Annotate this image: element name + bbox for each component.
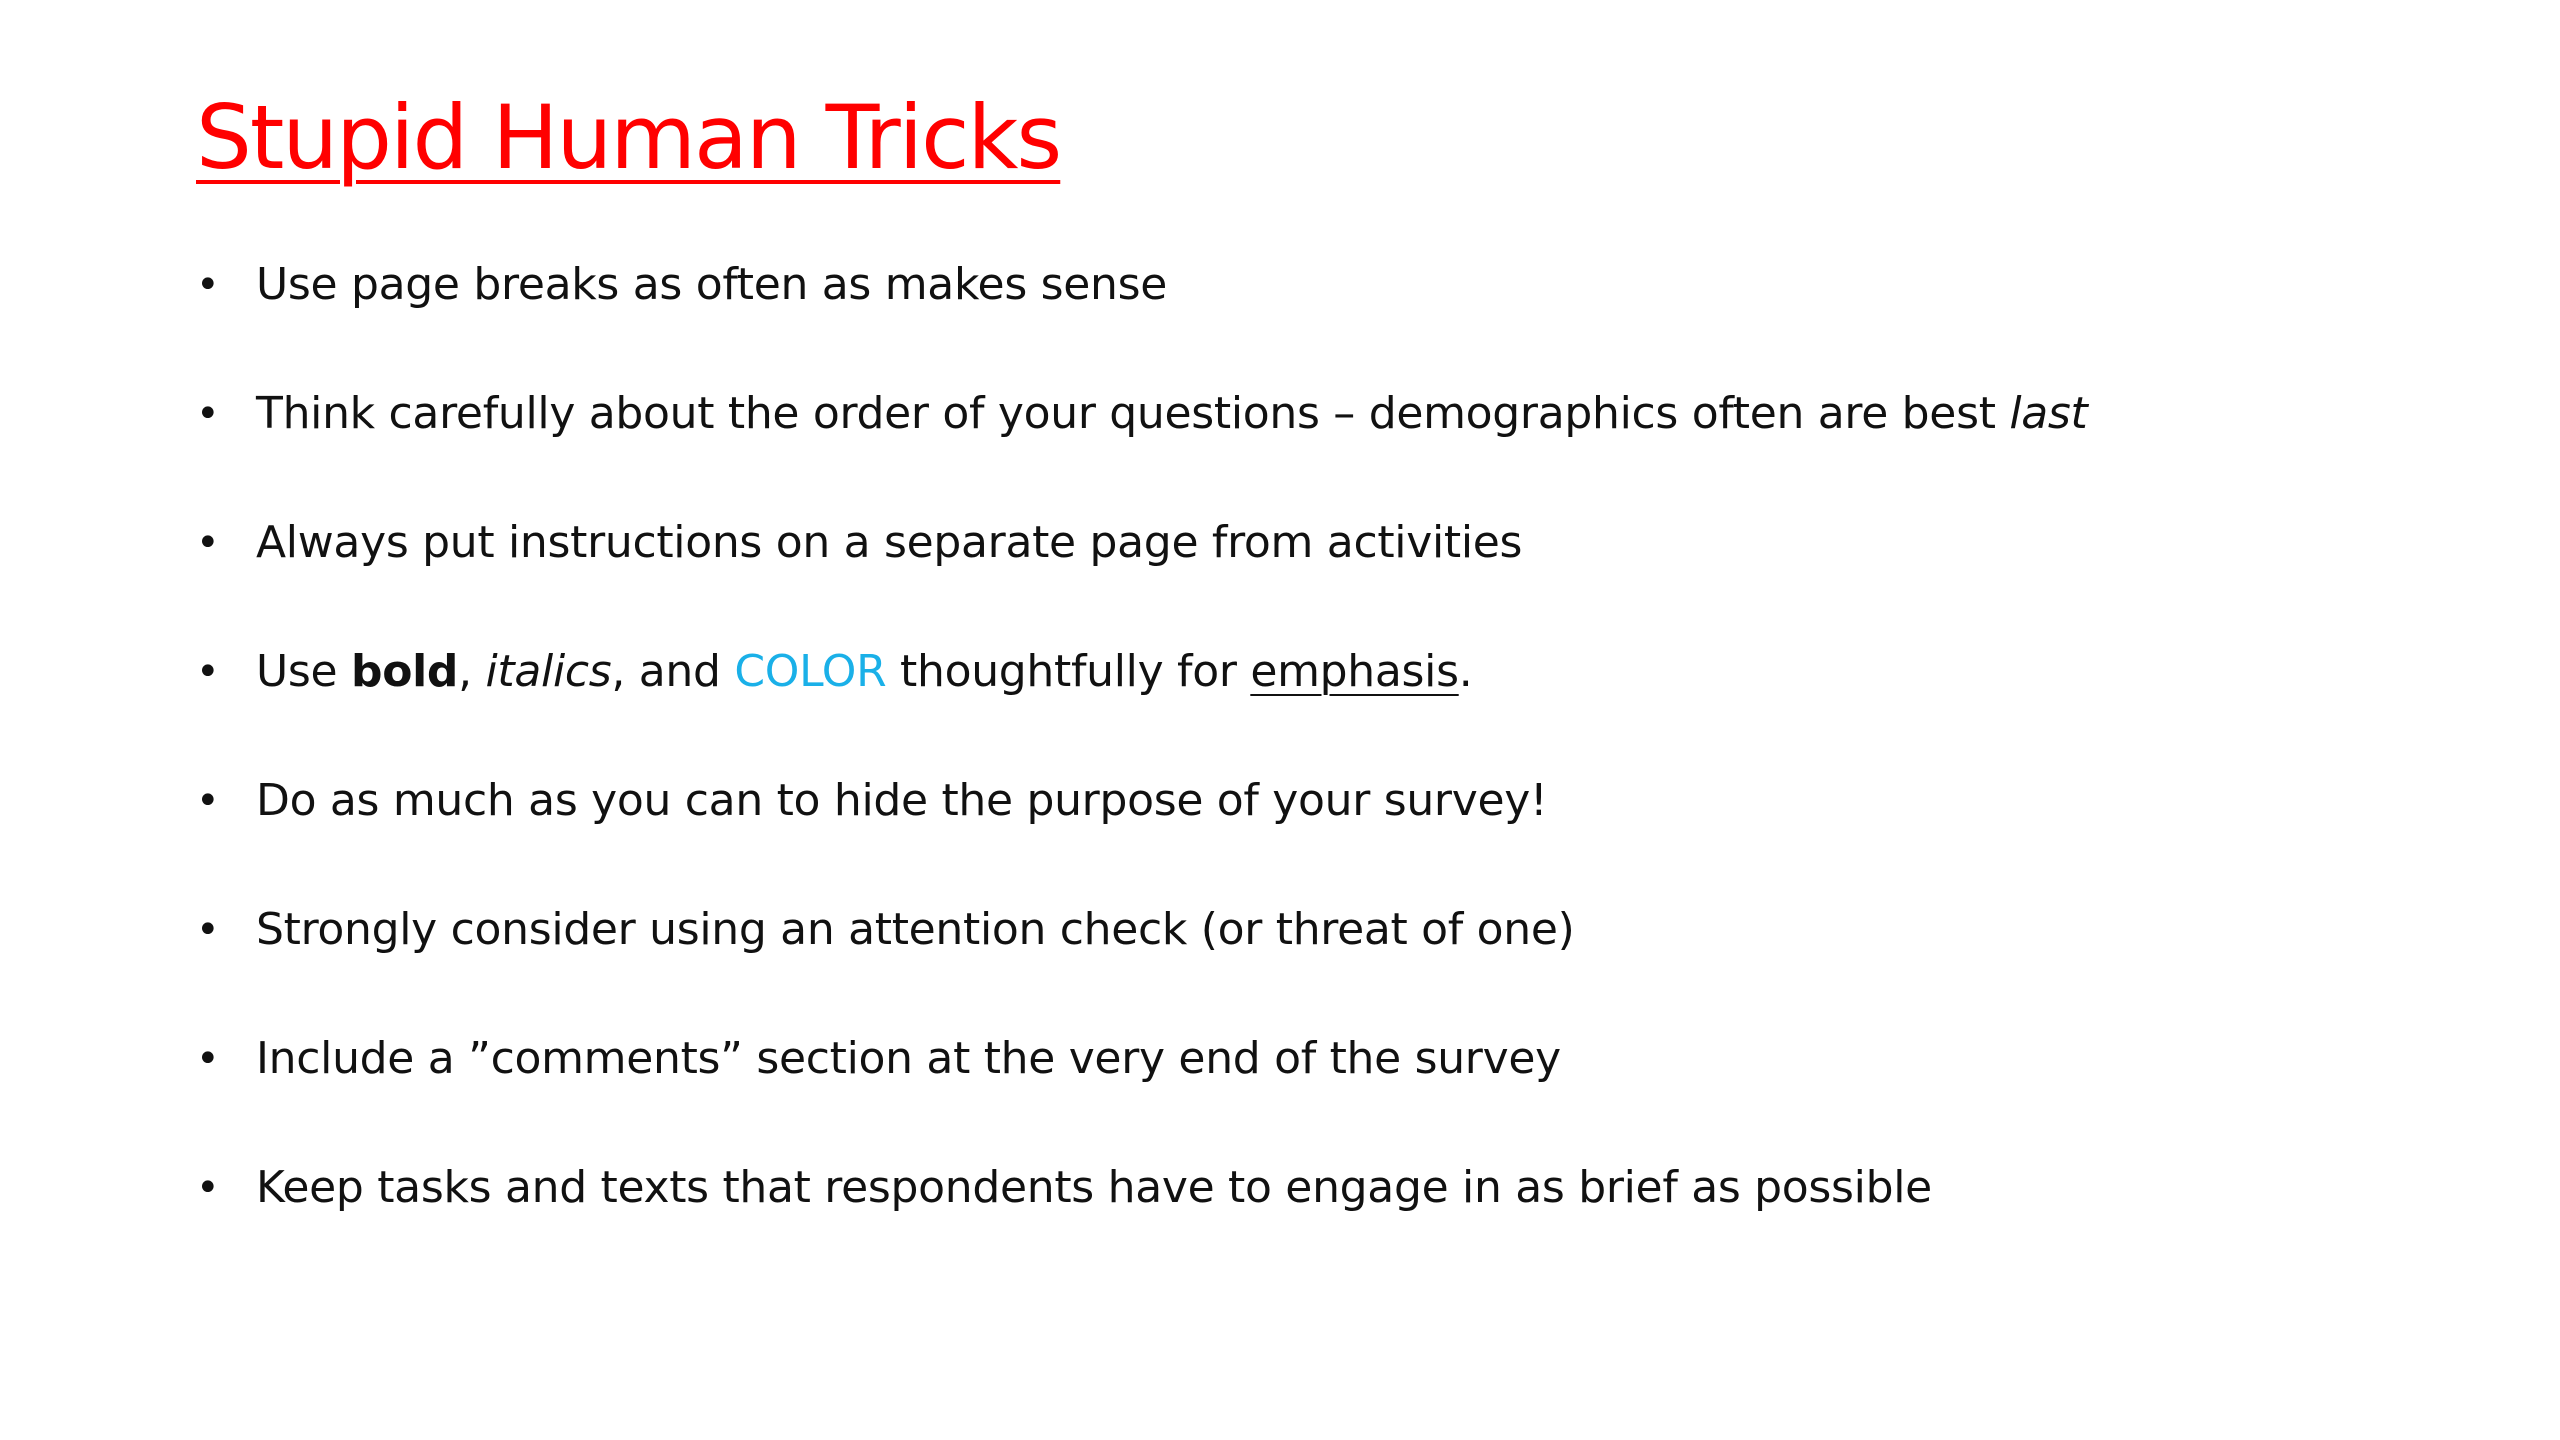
text-segment: Use xyxy=(256,646,351,697)
bold-emphasis: bold xyxy=(351,646,459,697)
list-item xyxy=(196,766,2446,895)
bullet-list xyxy=(196,250,2446,1282)
italic-emphasis: last xyxy=(2009,388,2088,439)
underline-emphasis: emphasis xyxy=(1250,646,1459,697)
bullet-text: Do as much as you can to hide the purpose of your survey! xyxy=(256,775,1548,826)
list-item xyxy=(196,379,2446,508)
list-item xyxy=(196,508,2446,637)
bullet-text: Include a ”comments” section at the very end of the survey xyxy=(256,1033,1561,1084)
italic-emphasis: italics xyxy=(485,646,612,697)
bullet-icon: • xyxy=(196,778,220,824)
bullet-text: Strongly consider using an attention check (or threat of one) xyxy=(256,904,1575,955)
text-segment: , xyxy=(458,646,486,697)
bullet-icon: • xyxy=(196,649,220,695)
text-segment: thoughtfully for xyxy=(886,646,1251,697)
bullet-text: Use page breaks as often as makes sense xyxy=(256,259,1168,310)
list-item xyxy=(196,1153,2446,1282)
bullet-text xyxy=(256,637,1472,707)
list-item xyxy=(196,895,2446,1024)
bullet-text xyxy=(256,379,2088,449)
slide-title: Stupid Human Tricks xyxy=(196,86,1061,189)
list-item xyxy=(196,1024,2446,1153)
bullet-text: Always put instructions on a separate page from activities xyxy=(256,517,1523,568)
list-item xyxy=(196,250,2446,379)
text-segment: . xyxy=(1458,646,1473,697)
bullet-icon: • xyxy=(196,391,220,437)
bullet-text-main: Think carefully about the order of your questions – demographics often are best xyxy=(256,388,2010,439)
bullet-text: Keep tasks and texts that respondents have to engage in as brief as possible xyxy=(256,1162,1932,1213)
color-emphasis: COLOR xyxy=(734,646,887,697)
bullet-icon: • xyxy=(196,520,220,566)
bullet-icon: • xyxy=(196,262,220,308)
bullet-icon: • xyxy=(196,907,220,953)
list-item xyxy=(196,637,2446,766)
bullet-icon: • xyxy=(196,1165,220,1211)
bullet-icon: • xyxy=(196,1036,220,1082)
text-segment: , and xyxy=(611,646,735,697)
